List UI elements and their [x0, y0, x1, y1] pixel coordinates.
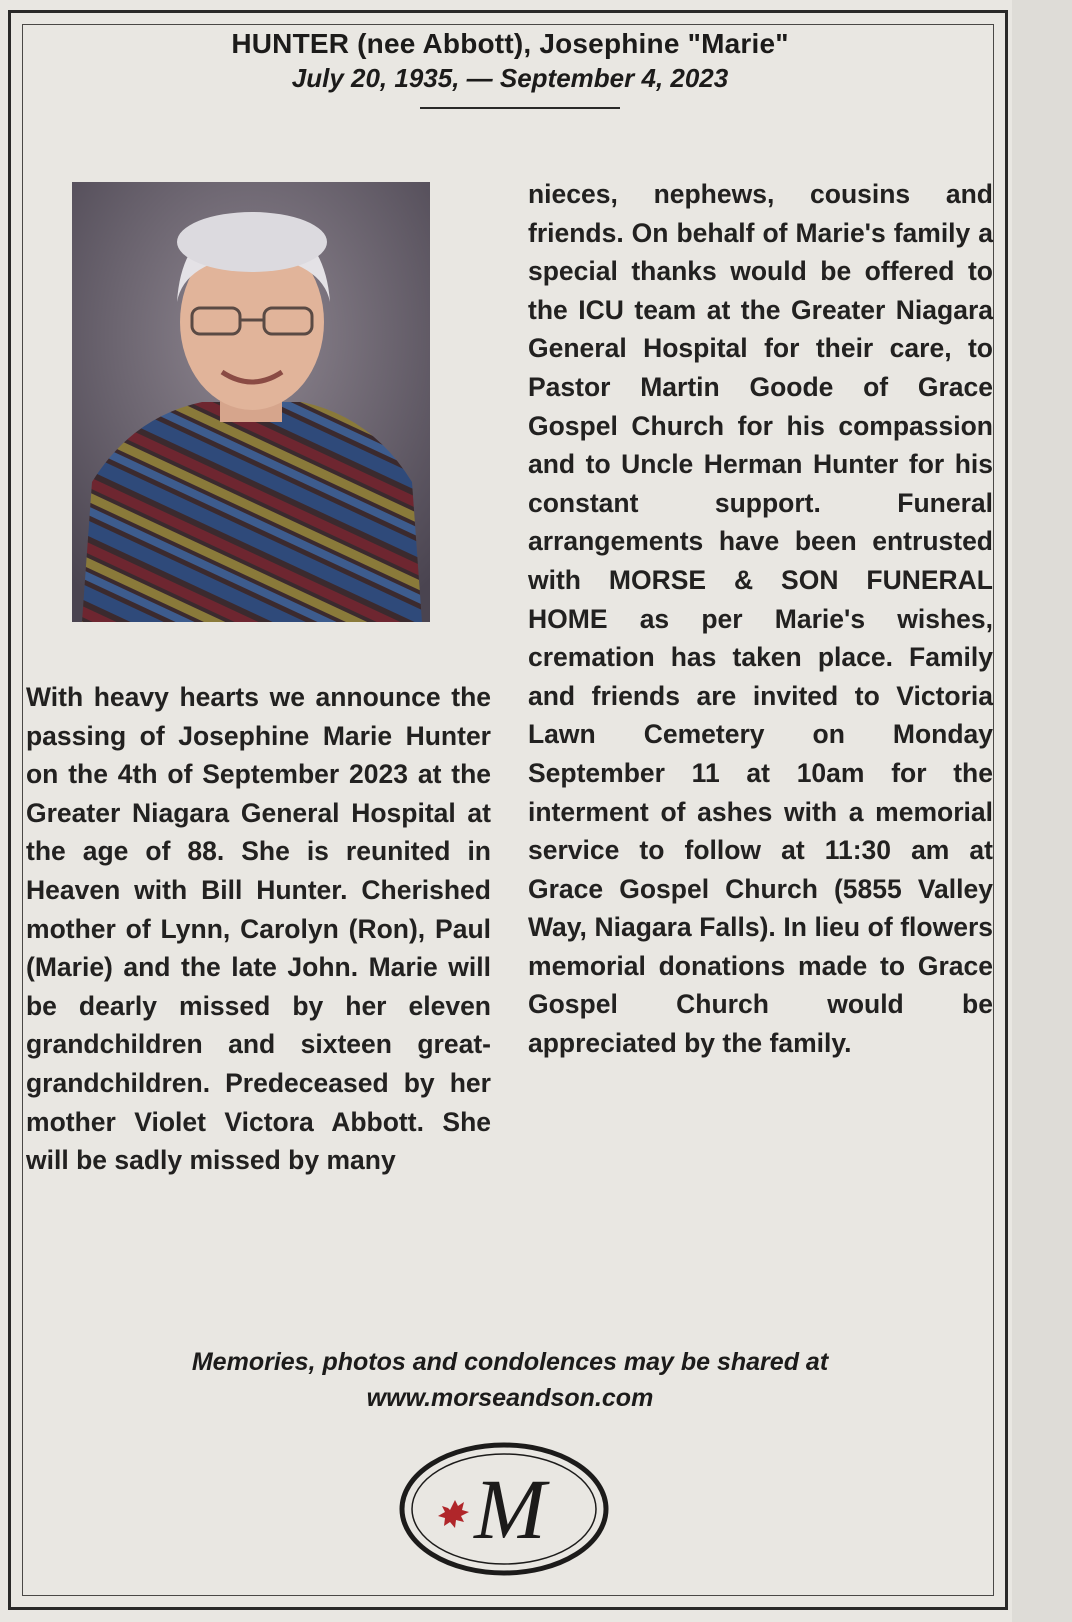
condolences-footer — [30, 1344, 990, 1416]
portrait-photo — [72, 182, 430, 622]
deceased-name: HUNTER (nee Abbott), Josephine "Marie" — [231, 28, 789, 59]
maple-leaf-icon — [438, 1500, 469, 1528]
life-dates: July 20, 1935, — September 4, 2023 — [291, 63, 729, 93]
adjacent-page-strip — [1012, 0, 1072, 1622]
obituary-header — [30, 26, 990, 94]
obituary-text-right-column: nieces, nephews, cousins and friends. On behalf of Marie's family a special thanks would be offered to the ICU team at the Greater Niagara General Hospital for their care, to Pastor Martin Goode of Grace Gospel Church for his compassion and to Uncle Herman Hunter for his constant support. Funeral arrangements have been entrusted with MORSE & SON FUNERAL HOME as per Marie's wishes, cremation has taken place. Family and friends are invited to Victoria Lawn Cemetery on Monday September 11 at 10am for the interment of ashes with a memorial service to follow at 11:30 am at Grace Gospel Church (5855 Valley Way, Niagara Falls). In lieu of flowers memorial donations made to Grace Gospel Church would be appreciated by the family. — [528, 179, 993, 1059]
morse-and-son-monogram-logo — [398, 1440, 610, 1578]
funeral-home-website-link[interactable]: www.morseandson.com — [366, 1384, 654, 1412]
header-divider — [420, 107, 620, 109]
monogram-logo-icon — [398, 1440, 610, 1578]
condolences-text: Memories, photos and condolences may be shared at — [191, 1348, 829, 1376]
portrait-photo-icon — [72, 182, 430, 622]
obituary-text-left-column: With heavy hearts we announce the passing of Josephine Marie Hunter on the 4th of September 2023 at the Greater Niagara General Hospital at the age of 88. She is reunited in Heaven with Bill Hunter. Cherished mother of Lynn, Carolyn (Ron), Paul (Marie) and the late John. Marie will be dearly missed by her eleven grandchildren and sixteen great-grandchildren. Predeceased by her mother Violet Victora Abbott. She will be sadly missed by many — [26, 682, 491, 1176]
monogram-letter: M — [474, 1461, 546, 1557]
